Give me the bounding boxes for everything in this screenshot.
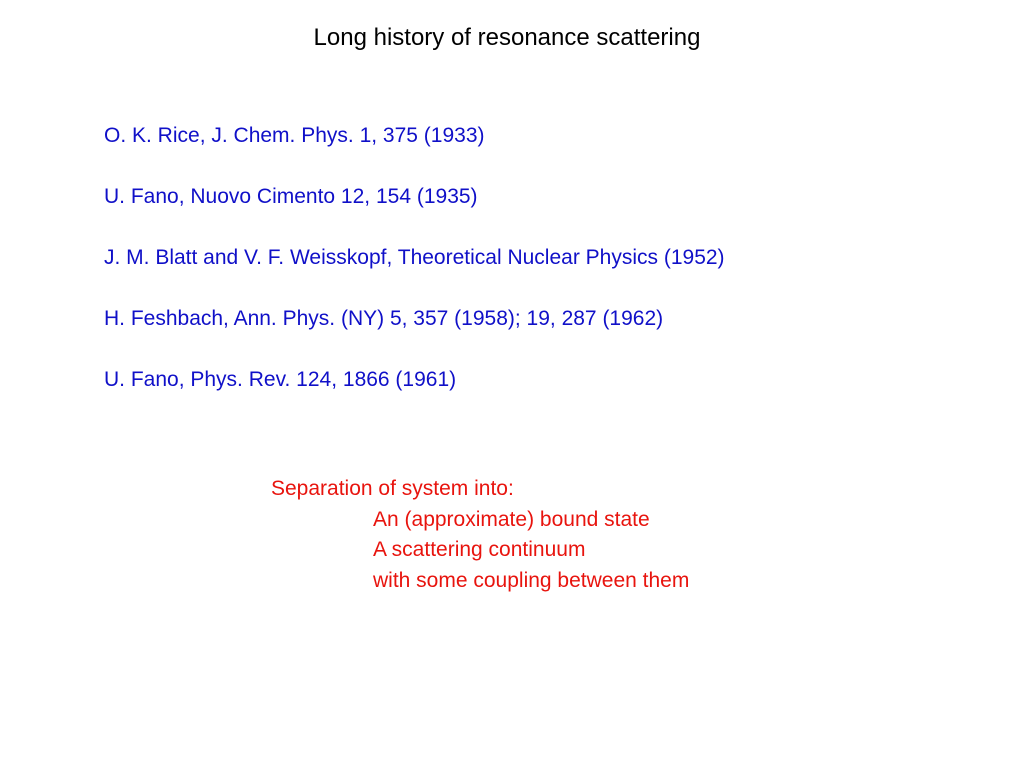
reference-item: O. K. Rice, J. Chem. Phys. 1, 375 (1933) bbox=[104, 124, 485, 147]
reference-item: U. Fano, Nuovo Cimento 12, 154 (1935) bbox=[104, 185, 478, 208]
note-item: with some coupling between them bbox=[373, 568, 690, 592]
separation-note bbox=[271, 474, 689, 596]
reference-list bbox=[104, 122, 725, 427]
note-item: A scattering continuum bbox=[373, 538, 586, 561]
reference-item: J. M. Blatt and V. F. Weisskopf, Theoretical Nuclear Physics (1952) bbox=[104, 246, 725, 269]
reference-item: H. Feshbach, Ann. Phys. (NY) 5, 357 (1958); 19, 287 (1962) bbox=[104, 307, 664, 330]
note-heading: Separation of system into: bbox=[271, 477, 514, 500]
slide-title: Long history of resonance scattering bbox=[313, 24, 701, 51]
reference-item: U. Fano, Phys. Rev. 124, 1866 (1961) bbox=[104, 368, 457, 391]
note-item: An (approximate) bound state bbox=[373, 507, 650, 531]
